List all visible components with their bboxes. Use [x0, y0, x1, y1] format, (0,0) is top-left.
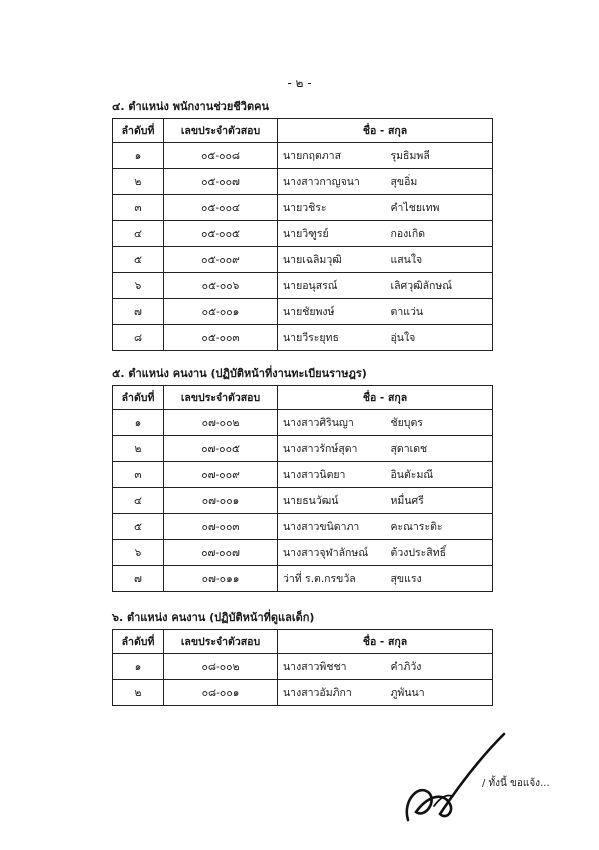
- cell-order: ๔: [113, 488, 164, 514]
- table-row: [113, 221, 493, 247]
- cell-exam-id: ๐๕-๐๐๕: [164, 221, 278, 247]
- cell-exam-id: ๐๕-๐๐๙: [164, 247, 278, 273]
- section-title: ๕. ตำแหน่ง คนงาน (ปฏิบัติหน้าที่งานทะเบียนราษฎร): [112, 367, 367, 380]
- table-body: [113, 410, 493, 592]
- header-order: ลำดับที่: [113, 119, 164, 143]
- cell-order: ๒: [113, 680, 164, 706]
- cell-exam-id: ๐๕-๐๐๗: [164, 169, 278, 195]
- table-header-row: [113, 630, 493, 654]
- cell-first-name: นายชัยพงษ์: [278, 299, 386, 325]
- cell-last-name: รุมธิมพลี: [386, 143, 493, 169]
- cell-order: ๗: [113, 299, 164, 325]
- table-row: [113, 143, 493, 169]
- table-row: [113, 169, 493, 195]
- header-name: ชื่อ - สกุล: [278, 630, 493, 654]
- table-row: [113, 436, 493, 462]
- cell-exam-id: ๐๕-๐๐๘: [164, 143, 278, 169]
- cell-last-name: คำภิวัง: [386, 654, 493, 680]
- cell-exam-id: ๐๗-๐๐๒: [164, 410, 278, 436]
- cell-exam-id: ๐๗-๐๐๗: [164, 540, 278, 566]
- cell-first-name: นางสาวศิรินญา: [278, 410, 386, 436]
- section-title: ๖. ตำแหน่ง คนงาน (ปฏิบัติหน้าที่ดูแลเด็ก): [112, 611, 315, 624]
- header-exam-id: เลขประจำตัวสอบ: [164, 386, 278, 410]
- header-name: ชื่อ - สกุล: [278, 386, 493, 410]
- cell-first-name: นางสาวพิชชา: [278, 654, 386, 680]
- table-header-row: [113, 386, 493, 410]
- cell-last-name: แสนใจ: [386, 247, 493, 273]
- table-row: [113, 540, 493, 566]
- cell-first-name: นางสาวนิตยา: [278, 462, 386, 488]
- cell-last-name: สุขอิ่ม: [386, 169, 493, 195]
- table-row: [113, 299, 493, 325]
- header-order: ลำดับที่: [113, 386, 164, 410]
- cell-exam-id: ๐๗-๐๐๓: [164, 514, 278, 540]
- cell-first-name: นางสาวจุฬาลักษณ์: [278, 540, 386, 566]
- table-row: [113, 462, 493, 488]
- cell-first-name: นางสาวกาญจนา: [278, 169, 386, 195]
- section-registration-worker: [112, 364, 492, 592]
- cell-first-name: นายอนุสรณ์: [278, 273, 386, 299]
- cell-exam-id: ๐๗-๐๑๑: [164, 566, 278, 592]
- table-header-row: [113, 119, 493, 143]
- cell-last-name: สุขแรง: [386, 566, 493, 592]
- table-row: [113, 654, 493, 680]
- cell-last-name: สุดาเดช: [386, 436, 493, 462]
- table-body: [113, 143, 493, 351]
- section-childcare-worker: [112, 608, 492, 706]
- cell-last-name: กองเกิด: [386, 221, 493, 247]
- results-table: [112, 629, 493, 706]
- header-exam-id: เลขประจำตัวสอบ: [164, 119, 278, 143]
- table-row: [113, 273, 493, 299]
- cell-last-name: ตาแว่น: [386, 299, 493, 325]
- cell-order: ๔: [113, 221, 164, 247]
- signature-mark: [400, 720, 510, 830]
- cell-first-name: นายเฉลิมวุฒิ: [278, 247, 386, 273]
- cell-last-name: เลิศวุฒิลักษณ์: [386, 273, 493, 299]
- header-name: ชื่อ - สกุล: [278, 119, 493, 143]
- cell-exam-id: ๐๕-๐๐๓: [164, 325, 278, 351]
- cell-order: ๓: [113, 195, 164, 221]
- cell-last-name: คำไชยเทพ: [386, 195, 493, 221]
- results-table: [112, 118, 493, 351]
- header-exam-id: เลขประจำตัวสอบ: [164, 630, 278, 654]
- section-title: ๔. ตำแหน่ง พนักงานช่วยชีวิตคน: [112, 100, 269, 113]
- cell-last-name: ภูพันนา: [386, 680, 493, 706]
- page-number: - ๒ -: [287, 76, 312, 90]
- cell-order: ๓: [113, 462, 164, 488]
- cell-last-name: อินตัะมณี: [386, 462, 493, 488]
- cell-exam-id: ๐๗-๐๐๑: [164, 488, 278, 514]
- cell-order: ๕: [113, 247, 164, 273]
- cell-first-name: นายวีระยุทธ: [278, 325, 386, 351]
- cell-exam-id: ๐๕-๐๐๔: [164, 195, 278, 221]
- cell-order: ๑: [113, 143, 164, 169]
- table-row: [113, 680, 493, 706]
- cell-order: ๖: [113, 540, 164, 566]
- cell-first-name: นายกฤตภาส: [278, 143, 386, 169]
- cell-order: ๒: [113, 436, 164, 462]
- cell-last-name: ชัยบุตร: [386, 410, 493, 436]
- table-row: [113, 410, 493, 436]
- cell-first-name: นางสาวขนิดาภา: [278, 514, 386, 540]
- cell-last-name: คะณาระติะ: [386, 514, 493, 540]
- section-lifeguard: [112, 97, 492, 351]
- cell-exam-id: ๐๕-๐๐๖: [164, 273, 278, 299]
- cell-last-name: หมื่นศรี: [386, 488, 493, 514]
- cell-last-name: อุ่นใจ: [386, 325, 493, 351]
- cell-exam-id: ๐๕-๐๐๑: [164, 299, 278, 325]
- cell-order: ๕: [113, 514, 164, 540]
- cell-last-name: ต้วงประสิทธิ์: [386, 540, 493, 566]
- table-row: [113, 488, 493, 514]
- table-row: [113, 514, 493, 540]
- table-row: [113, 325, 493, 351]
- cell-order: ๒: [113, 169, 164, 195]
- table-row: [113, 566, 493, 592]
- cell-order: ๖: [113, 273, 164, 299]
- cell-exam-id: ๐๘-๐๐๑: [164, 680, 278, 706]
- cell-order: ๑: [113, 654, 164, 680]
- cell-first-name: นายธนวัฒน์: [278, 488, 386, 514]
- table-body: [113, 654, 493, 706]
- cell-exam-id: ๐๗-๐๐๕: [164, 436, 278, 462]
- table-row: [113, 195, 493, 221]
- closing-text: / ทั้งนี้ ขอแจ้ง...: [482, 778, 550, 789]
- cell-order: ๘: [113, 325, 164, 351]
- cell-first-name: นายวชิระ: [278, 195, 386, 221]
- cell-order: ๑: [113, 410, 164, 436]
- results-table: [112, 385, 493, 592]
- cell-first-name: นางสาวอัมภิกา: [278, 680, 386, 706]
- cell-order: ๗: [113, 566, 164, 592]
- header-order: ลำดับที่: [113, 630, 164, 654]
- cell-first-name: นางสาวรักษ์สุดา: [278, 436, 386, 462]
- cell-exam-id: ๐๘-๐๐๒: [164, 654, 278, 680]
- cell-first-name: ว่าที่ ร.ต.กรขวัล: [278, 566, 386, 592]
- table-row: [113, 247, 493, 273]
- cell-exam-id: ๐๗-๐๐๙: [164, 462, 278, 488]
- cell-first-name: นายวิฑูรย์: [278, 221, 386, 247]
